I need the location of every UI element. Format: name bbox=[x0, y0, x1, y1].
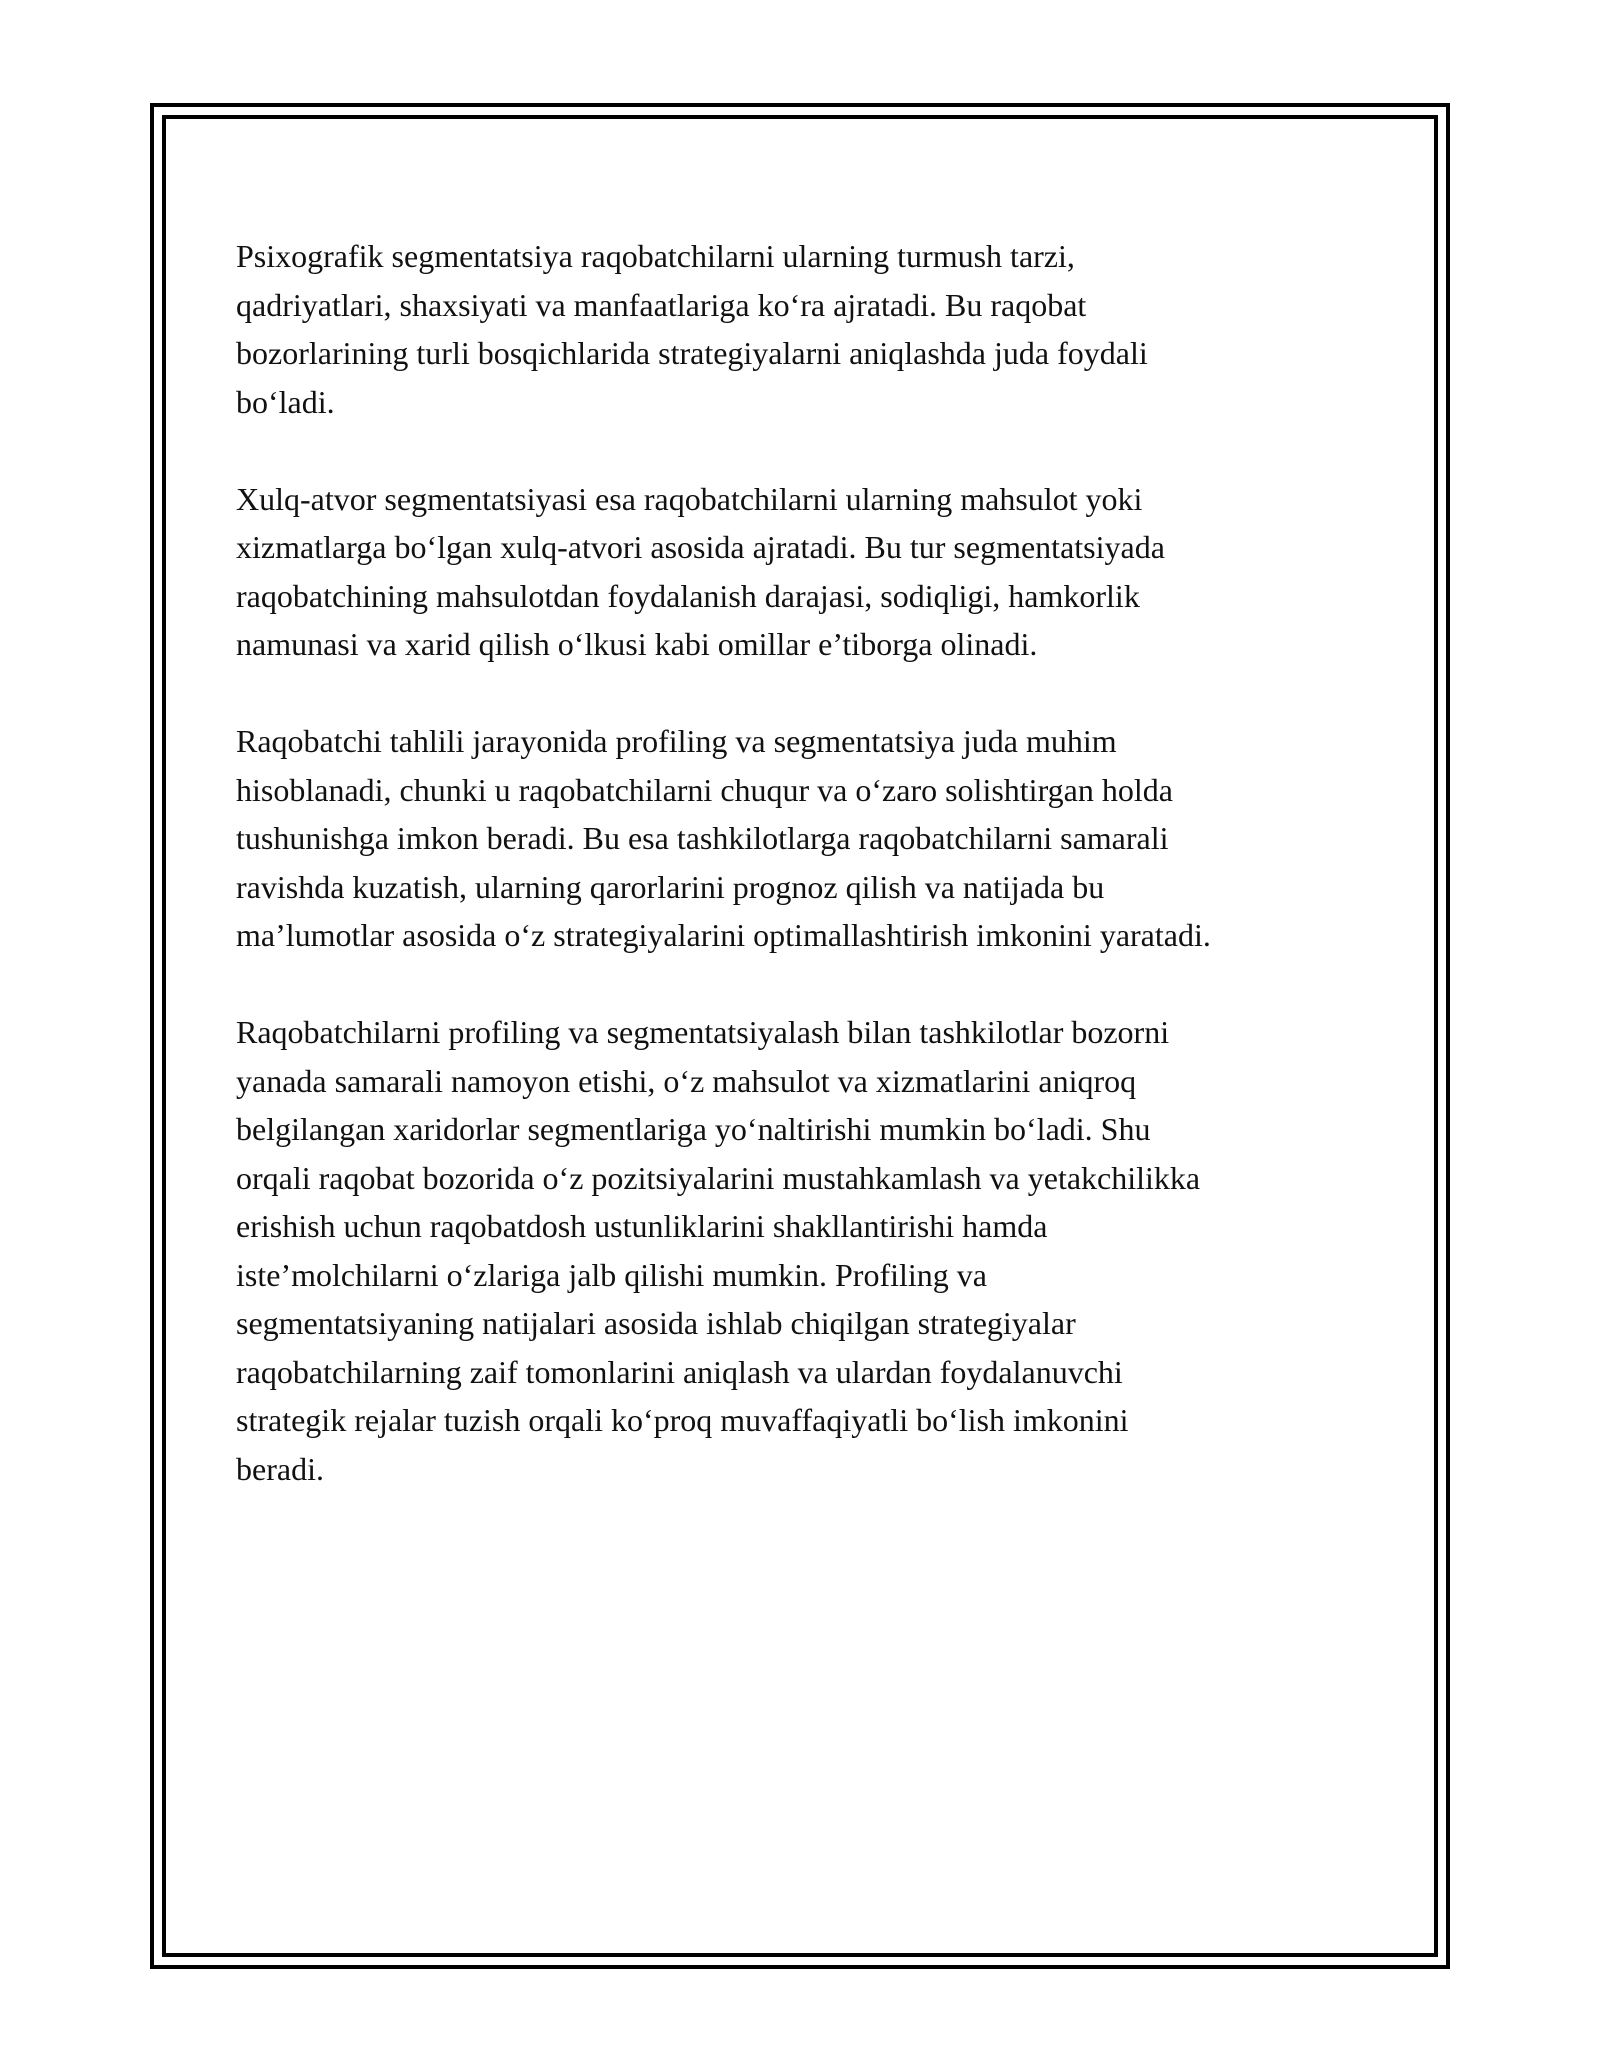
text-line: raqobatchining mahsulotdan foydalanish darajasi, sodiqligi, hamkorlik bbox=[236, 577, 1140, 614]
text-line: segmentatsiyaning natijalari asosida ishlab chiqilgan strategiyalar bbox=[236, 1305, 1076, 1341]
paragraph-3 bbox=[236, 717, 1366, 960]
text-line: bozorlarining turli bosqichlarida strategiyalarni aniqlashda juda foydali bbox=[236, 335, 1148, 371]
text-line: beradi. bbox=[236, 1450, 324, 1487]
text-line: erishish uchun raqobatdosh ustunliklarini shakllantirishi hamda bbox=[236, 1208, 1048, 1244]
text-line: namunasi va xarid qilish oʻlkusi kabi omillar e’tiborga olinadi. bbox=[236, 626, 1038, 662]
text-line: belgilangan xaridorlar segmentlariga yoʻnaltirishi mumkin boʻladi. Shu bbox=[236, 1111, 1151, 1147]
text-line: raqobatchilarning zaif tomonlarini aniqlash va ulardan foydalanuvchi bbox=[236, 1353, 1123, 1390]
text-line: Psixografik segmentatsiya raqobatchilarni ularning turmush tarzi, bbox=[236, 238, 1075, 274]
text-line: yanada samarali namoyon etishi, oʻz mahsulot va xizmatlarini aniqroq bbox=[236, 1062, 1137, 1099]
text-line: qadriyatlari, shaxsiyati va manfaatlariga koʻra ajratadi. Bu raqobat bbox=[236, 286, 1087, 323]
text-line: tushunishga imkon beradi. Bu esa tashkilotlarga raqobatchilarni samarali bbox=[236, 820, 1169, 856]
text-line: hisoblanadi, chunki u raqobatchilarni chuqur va oʻzaro solishtirgan holda bbox=[236, 771, 1173, 808]
text-line: orqali raqobat bozorida oʻz pozitsiyalarini mustahkamlash va yetakchilikka bbox=[236, 1159, 1201, 1196]
text-line: Raqobatchi tahlili jarayonida profiling va segmentatsiya juda muhim bbox=[236, 723, 1117, 759]
text-line: boʻladi. bbox=[236, 383, 335, 420]
text-line: ma’lumotlar asosida oʻz strategiyalarini optimallashtirish imkonini yaratadi. bbox=[236, 917, 1211, 953]
text-line: iste’molchilarni oʻzlariga jalb qilishi mumkin. Profiling va bbox=[236, 1256, 987, 1293]
text-line: ravishda kuzatish, ularning qarorlarini prognoz qilish va natijada bu bbox=[236, 868, 1105, 905]
document-body bbox=[236, 232, 1366, 1542]
paragraph-4 bbox=[236, 1008, 1366, 1493]
paragraph-1 bbox=[236, 232, 1366, 426]
text-line: xizmatlarga boʻlgan xulq-atvori asosida ajratadi. Bu tur segmentatsiyada bbox=[236, 529, 1165, 565]
text-line: strategik rejalar tuzish orqali koʻproq muvaffaqiyatli boʻlish imkonini bbox=[236, 1402, 1129, 1438]
text-line: Raqobatchilarni profiling va segmentatsiyalash bilan tashkilotlar bozorni bbox=[236, 1014, 1170, 1050]
paragraph-2 bbox=[236, 475, 1366, 669]
text-line: Xulq-atvor segmentatsiyasi esa raqobatchilarni ularning mahsulot yoki bbox=[236, 480, 1143, 517]
